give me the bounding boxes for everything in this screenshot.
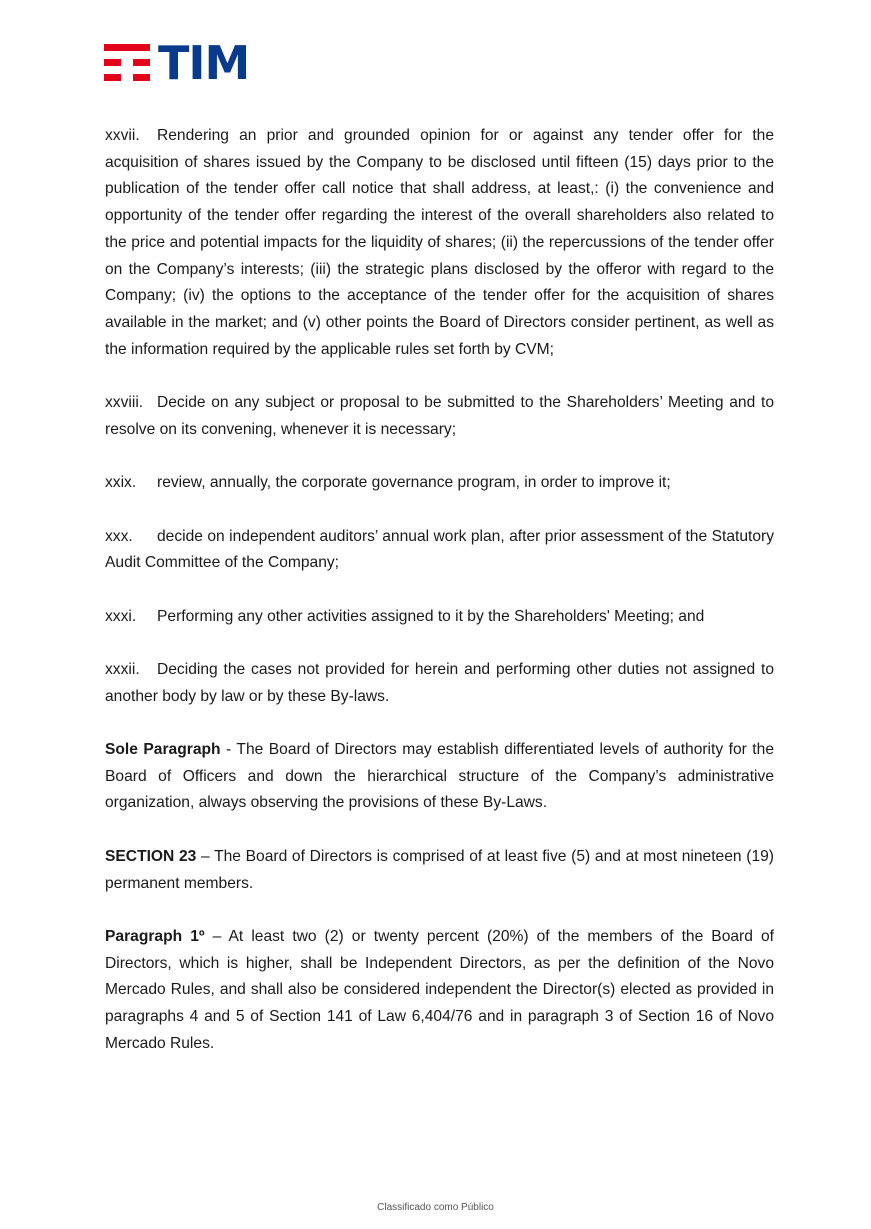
section-23-label: SECTION 23 [105,847,197,865]
sole-paragraph-label: Sole Paragraph [105,741,221,759]
logo-text: TIM [158,36,250,90]
item-text: Deciding the cases not provided for herein and performing other duties not assigned to another body by law or by these By-laws. [105,660,774,705]
paragraph-1 [105,924,774,1058]
paragraph-1-text: – At least two (2) or twenty percent (20%) of the members of the Board of Directors, which is higher, shall be Independent Directors, as per the definition of the Novo Mercado Rules, and shall also be considered independent the Director(s) elected as provided in paragraphs 4 and 5 of Section 141 of Law 6,404/76 and in paragraph 3 of Section 16 of Novo Mercado Rules. [105,927,774,1052]
tim-logo [104,36,250,90]
item-text: Rendering an prior and grounded opinion for or against any tender offer for the acquisition of shares issued by the Company to be disclosed until fifteen (15) days prior to the publication of the tender offer call notice that shall address, at least,: (i) the convenience and opportunity of the tender offer regarding the interest of the overall shareholders also related to the price and potential impacts for the liquidity of shares; (ii) the repercussions of the tender offer on the Company’s interests; (iii) the strategic plans disclosed by the offeror with regard to the Company; (iv) the options to the acceptance of the tender offer for the acquisition of shares available in the market; and (v) other points the Board of Directors consider pertinent, as well as the information required by the applicable rules set forth by CVM; [105,127,774,358]
section-23-text: – The Board of Directors is comprised of at least five (5) and at most nineteen (19) permanent members. [105,847,774,892]
item-text: Decide on any subject or proposal to be submitted to the Shareholders’ Meeting and to resolve on its convening, whenever it is necessary; [105,394,774,438]
sole-paragraph [105,737,774,817]
item-number: xxix. [105,474,137,492]
item-number: xxvii. [105,127,140,144]
item-number: xxx. [105,527,133,545]
classification-footer: Classificado como Público [377,1202,494,1213]
item-number: xxxi. [105,607,137,625]
item-text: Performing any other activities assigned to it by the Shareholders' Meeting; and [157,607,705,625]
list-item [105,524,774,577]
item-text: decide on independent auditors’ annual work plan, after prior assessment of the Statutory Audit Committee of the Company; [105,527,774,572]
list-item [105,390,774,443]
list-item [105,123,774,363]
document-body [105,123,774,1084]
item-number: xxxii. [105,660,140,678]
list-item [105,470,774,497]
list-item [105,657,774,710]
item-text: review, annually, the corporate governance program, in order to improve it; [157,474,671,492]
list-item [105,604,774,631]
paragraph-1-label: Paragraph 1º [105,927,205,945]
sole-paragraph-text: - The Board of Directors may establish differentiated levels of authority for the Board of Officers and down the hierarchical structure of the Company’s administrative organization, always observing the provisions of these By-Laws. [105,741,774,812]
item-number: xxviii. [105,394,144,412]
tim-logo-mark-icon [104,44,150,82]
section-23 [105,844,774,897]
